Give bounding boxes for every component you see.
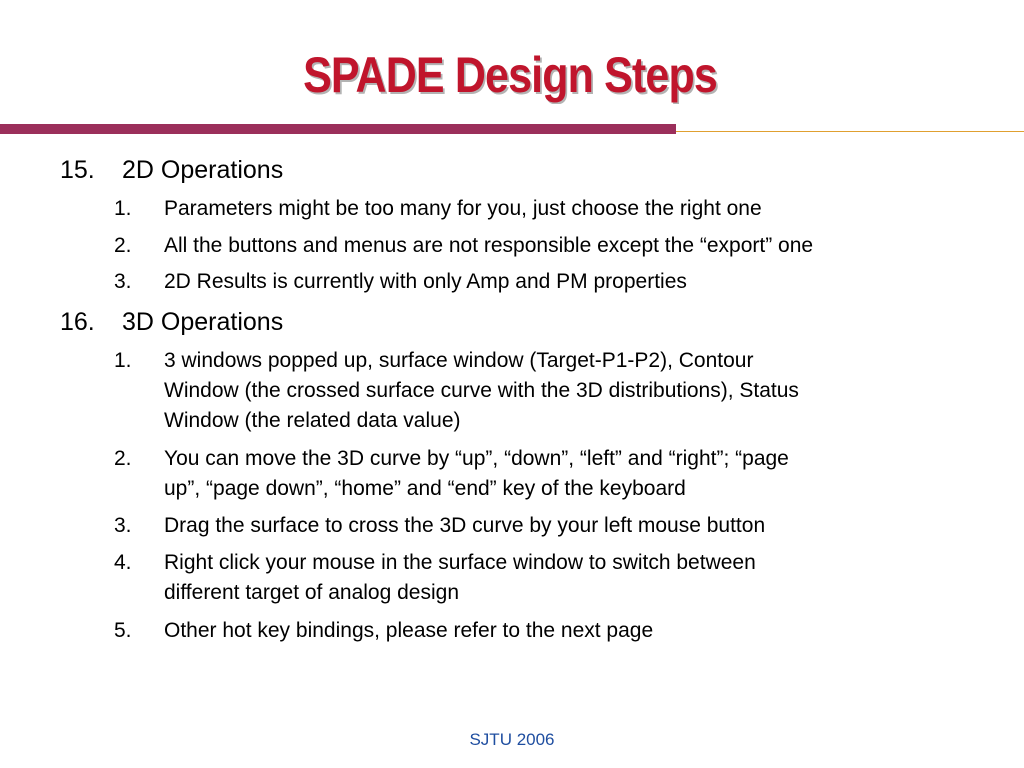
item-text: 2D Results is currently with only Amp and PM properties	[164, 270, 687, 293]
item-text: All the buttons and menus are not responsible except the “export” one	[164, 234, 814, 257]
section-heading: 2D Operations	[122, 156, 284, 184]
item-text-line: Window (the crossed surface curve with the 3D distributions), Status	[164, 379, 799, 402]
section-number: 16.	[60, 308, 95, 336]
footer-text: SJTU 2006	[469, 730, 555, 749]
item-text: Other hot key bindings, please refer to the next page	[164, 619, 654, 642]
item-number: 3.	[114, 270, 132, 293]
item-text-line: Window (the related data value)	[164, 409, 461, 432]
item-text-line: You can move the 3D curve by “up”, “down”, “left” and “right”; “page	[164, 447, 789, 470]
slide-title: SPADE Design Steps	[303, 47, 717, 103]
item-number: 1.	[114, 197, 132, 220]
item-text-line: 3 windows popped up, surface window (Target-P1-P2), Contour	[164, 349, 754, 372]
item-text: Parameters might be too many for you, just choose the right one	[164, 197, 762, 220]
item-number: 2.	[114, 234, 132, 257]
item-number: 5.	[114, 619, 132, 642]
item-text-line: up”, “page down”, “home” and “end” key of the keyboard	[164, 477, 686, 500]
section-number: 15.	[60, 156, 95, 184]
item-text-line: Right click your mouse in the surface window to switch between	[164, 551, 756, 574]
item-number: 3.	[114, 514, 132, 537]
item-text: Drag the surface to cross the 3D curve by your left mouse button	[164, 514, 766, 537]
item-text-line: different target of analog design	[164, 581, 459, 604]
item-number: 4.	[114, 551, 132, 574]
section-heading: 3D Operations	[122, 308, 284, 336]
item-number: 2.	[114, 447, 132, 470]
item-number: 1.	[114, 349, 132, 372]
